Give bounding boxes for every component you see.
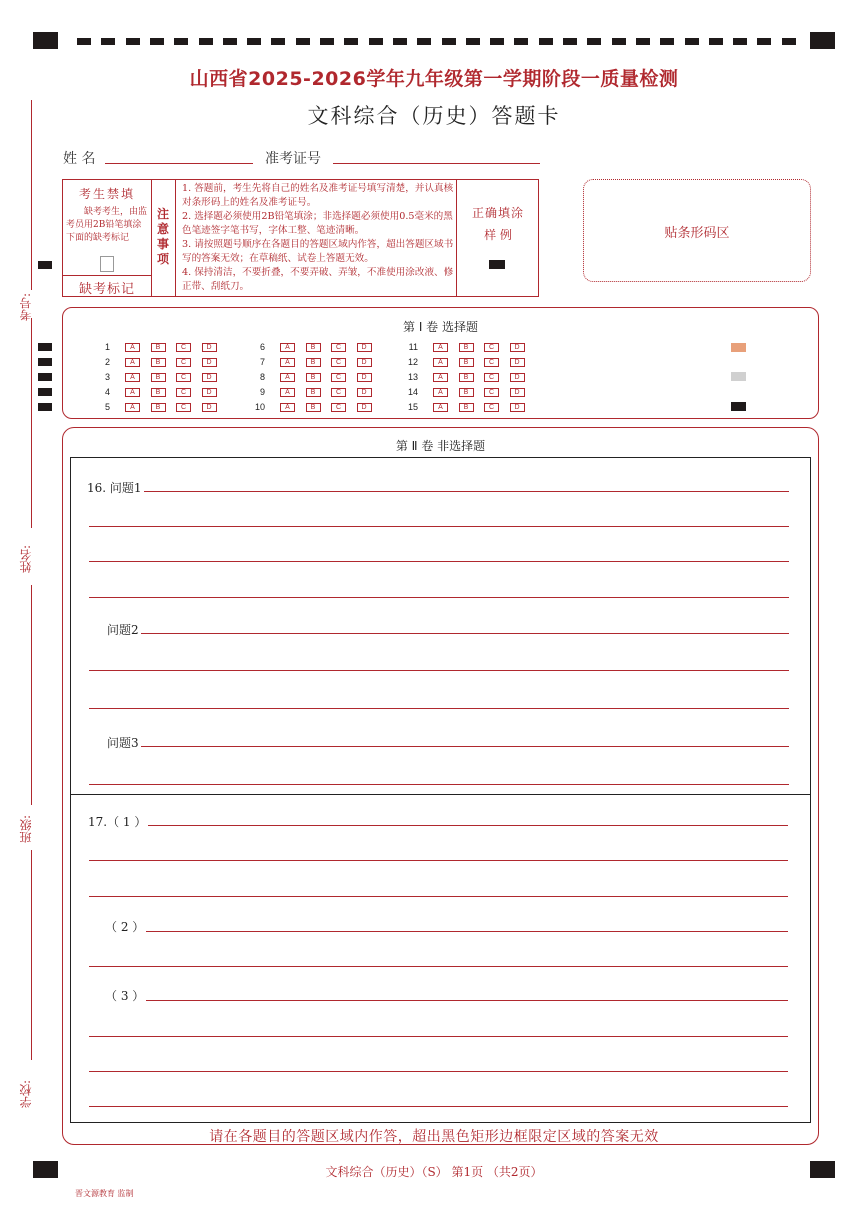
q16-part3-label: 问题3 bbox=[107, 736, 139, 750]
timing-mark bbox=[563, 38, 577, 45]
answer-bubble-3-c[interactable]: C bbox=[176, 373, 191, 382]
answer-line[interactable] bbox=[89, 526, 789, 527]
answer-bubble-11-a[interactable]: A bbox=[433, 343, 448, 352]
correct-sample-label: 正确填涂 bbox=[471, 206, 524, 220]
section2-title: 第 Ⅱ 卷 非选择题 bbox=[395, 439, 486, 453]
answer-bubble-12-c[interactable]: C bbox=[484, 358, 499, 367]
answer-bubble-2-b[interactable]: B bbox=[151, 358, 166, 367]
publisher-credit: 晋文源教育 监制 bbox=[75, 1189, 134, 1198]
question-number: 10 bbox=[254, 402, 265, 412]
answer-bubble-5-a[interactable]: A bbox=[125, 403, 140, 412]
answer-line[interactable] bbox=[140, 633, 789, 634]
answer-bubble-6-a[interactable]: A bbox=[280, 343, 295, 352]
question-number: 3 bbox=[104, 372, 110, 382]
note-item: 2. 选择题必须使用2B铅笔填涂；非选择题必须使用0.5毫米的黑色笔迹签字笔书写，字体工整、笔迹清晰。 bbox=[182, 211, 453, 236]
answer-bubble-12-d[interactable]: D bbox=[510, 358, 525, 367]
timing-mark bbox=[369, 38, 383, 45]
answer-line[interactable] bbox=[130, 931, 788, 932]
side-timing-mark bbox=[38, 388, 52, 396]
question-number: 7 bbox=[259, 357, 265, 367]
answer-bubble-11-d[interactable]: D bbox=[510, 343, 525, 352]
answer-bubble-4-b[interactable]: B bbox=[151, 388, 166, 397]
answer-line[interactable] bbox=[89, 896, 788, 897]
answer-bubble-9-c[interactable]: C bbox=[331, 388, 346, 397]
answer-bubble-6-c[interactable]: C bbox=[331, 343, 346, 352]
answer-bubble-7-d[interactable]: D bbox=[357, 358, 372, 367]
forbidden-cell bbox=[63, 180, 152, 296]
question-number: 4 bbox=[104, 387, 110, 397]
gray-mark bbox=[731, 372, 746, 381]
answer-bubble-15-b[interactable]: B bbox=[459, 403, 474, 412]
question-number: 9 bbox=[259, 387, 265, 397]
side-label-class: 班级: bbox=[19, 815, 33, 844]
answer-bubble-13-b[interactable]: B bbox=[459, 373, 474, 382]
answer-line[interactable] bbox=[89, 860, 788, 861]
section1-title: 第 Ⅰ 卷 选择题 bbox=[403, 320, 478, 334]
answer-bubble-1-b[interactable]: B bbox=[151, 343, 166, 352]
answer-bubble-6-b[interactable]: B bbox=[306, 343, 321, 352]
binding-line bbox=[31, 850, 32, 1060]
answer-line[interactable] bbox=[140, 491, 789, 492]
timing-mark bbox=[271, 38, 285, 45]
timing-mark bbox=[320, 38, 334, 45]
exam-id-label: 准考证号 bbox=[265, 151, 321, 167]
answer-line[interactable] bbox=[89, 1106, 788, 1107]
q16-part2-label: 问题2 bbox=[107, 623, 139, 637]
answer-bubble-5-c[interactable]: C bbox=[176, 403, 191, 412]
timing-mark bbox=[782, 38, 796, 45]
answer-bubble-10-b[interactable]: B bbox=[306, 403, 321, 412]
answer-bubble-15-d[interactable]: D bbox=[510, 403, 525, 412]
timing-mark bbox=[417, 38, 431, 45]
side-timing-mark bbox=[38, 343, 52, 351]
answer-bubble-4-d[interactable]: D bbox=[202, 388, 217, 397]
question-number: 8 bbox=[259, 372, 265, 382]
corner-mark-top-left bbox=[33, 32, 58, 49]
forbidden-title: 考生禁填 bbox=[78, 187, 135, 201]
answer-bubble-5-b[interactable]: B bbox=[151, 403, 166, 412]
answer-bubble-3-a[interactable]: A bbox=[125, 373, 140, 382]
answer-bubble-8-c[interactable]: C bbox=[331, 373, 346, 382]
answer-line[interactable] bbox=[89, 1036, 788, 1037]
question-number: 1 bbox=[104, 342, 110, 352]
name-field[interactable] bbox=[105, 163, 253, 164]
answer-bubble-2-c[interactable]: C bbox=[176, 358, 191, 367]
timing-mark bbox=[490, 38, 504, 45]
note-item: 4. 保持清洁，不要折叠，不要弄破、弄皱，不准使用涂改液、修正带、刮纸刀。 bbox=[182, 267, 454, 292]
q16-label: 16. 问题1 bbox=[87, 481, 142, 495]
exam-id-field[interactable] bbox=[333, 163, 540, 164]
side-label-school: 学校: bbox=[19, 1080, 33, 1109]
forbidden-text: 缺考考生，由监考员用2B铅笔填涂下面的缺考标记 bbox=[66, 207, 148, 243]
timing-mark bbox=[539, 38, 553, 45]
answer-line[interactable] bbox=[89, 561, 789, 562]
side-label-name: 姓名: bbox=[19, 545, 33, 574]
black-mark bbox=[731, 402, 746, 411]
name-label: 姓 名 bbox=[63, 151, 96, 167]
timing-mark bbox=[101, 38, 115, 45]
answer-line[interactable] bbox=[89, 708, 789, 709]
barcode-area bbox=[583, 179, 811, 282]
answer-bubble-8-a[interactable]: A bbox=[280, 373, 295, 382]
absent-mark-label: 缺考标记 bbox=[78, 282, 135, 297]
answer-bubble-15-a[interactable]: A bbox=[433, 403, 448, 412]
question-number: 14 bbox=[407, 387, 418, 397]
absent-checkbox[interactable] bbox=[100, 256, 114, 272]
answer-line[interactable] bbox=[140, 746, 789, 747]
answer-bubble-8-d[interactable]: D bbox=[357, 373, 372, 382]
question-number: 12 bbox=[407, 357, 418, 367]
corner-mark-top-right bbox=[810, 32, 835, 49]
question-number: 5 bbox=[104, 402, 110, 412]
timing-mark bbox=[442, 38, 456, 45]
answer-bubble-14-d[interactable]: D bbox=[510, 388, 525, 397]
side-timing-mark bbox=[38, 358, 52, 366]
question-number: 11 bbox=[408, 342, 418, 352]
answer-line[interactable] bbox=[89, 1071, 788, 1072]
timing-mark bbox=[126, 38, 140, 45]
answer-bubble-14-b[interactable]: B bbox=[459, 388, 474, 397]
answer-bubble-4-c[interactable]: C bbox=[176, 388, 191, 397]
timing-mark bbox=[612, 38, 626, 45]
page-title: 山西省2025-2026学年九年级第一学期阶段一质量检测 bbox=[189, 68, 679, 90]
timing-mark bbox=[199, 38, 213, 45]
answer-bubble-6-d[interactable]: D bbox=[357, 343, 372, 352]
answer-bubble-5-d[interactable]: D bbox=[202, 403, 217, 412]
q17-label: 17.（ 1 ） bbox=[88, 815, 147, 829]
answer-line[interactable] bbox=[130, 1000, 788, 1001]
timing-mark bbox=[223, 38, 237, 45]
side-timing-mark bbox=[38, 261, 52, 269]
page-info: 文科综合（历史）（S） 第1页 （共2页） bbox=[325, 1165, 543, 1179]
note-item: 3. 请按照题号顺序在各题目的答题区域内作答，超出答题区域书写的答案无效；在草稿纸、试卷上答题无效。 bbox=[182, 239, 454, 264]
timing-mark bbox=[77, 38, 91, 45]
correct-sample-label-2: 样 例 bbox=[484, 228, 512, 242]
question-number: 15 bbox=[407, 402, 418, 412]
answer-bubble-10-c[interactable]: C bbox=[331, 403, 346, 412]
timing-mark bbox=[709, 38, 723, 45]
absent-divider bbox=[63, 275, 151, 276]
answer-bubble-1-d[interactable]: D bbox=[202, 343, 217, 352]
timing-mark bbox=[660, 38, 674, 45]
timing-mark bbox=[466, 38, 480, 45]
binding-line bbox=[31, 318, 32, 528]
timing-mark bbox=[150, 38, 164, 45]
timing-mark bbox=[344, 38, 358, 45]
timing-mark bbox=[247, 38, 261, 45]
answer-bubble-9-a[interactable]: A bbox=[280, 388, 295, 397]
answer-bubble-12-b[interactable]: B bbox=[459, 358, 474, 367]
answer-bubble-14-c[interactable]: C bbox=[484, 388, 499, 397]
timing-mark bbox=[296, 38, 310, 45]
binding-line bbox=[31, 585, 32, 805]
side-label-exam-no: 考号: bbox=[19, 293, 33, 322]
answer-bubble-11-b[interactable]: B bbox=[459, 343, 474, 352]
side-timing-mark bbox=[38, 373, 52, 381]
page-subtitle: 文科综合（历史）答题卡 bbox=[307, 104, 561, 128]
answer-bubble-8-b[interactable]: B bbox=[306, 373, 321, 382]
answer-bubble-15-c[interactable]: C bbox=[484, 403, 499, 412]
answer-bubble-13-d[interactable]: D bbox=[510, 373, 525, 382]
correct-sample-mark bbox=[489, 260, 505, 269]
answer-bubble-7-b[interactable]: B bbox=[306, 358, 321, 367]
answer-bubble-11-c[interactable]: C bbox=[484, 343, 499, 352]
timing-mark bbox=[174, 38, 188, 45]
answer-bubble-7-c[interactable]: C bbox=[331, 358, 346, 367]
notice-box bbox=[62, 179, 539, 297]
answer-bubble-1-a[interactable]: A bbox=[125, 343, 140, 352]
answer-bubble-3-d[interactable]: D bbox=[202, 373, 217, 382]
answer-bubble-3-b[interactable]: B bbox=[151, 373, 166, 382]
question-number: 13 bbox=[407, 372, 418, 382]
timing-mark bbox=[514, 38, 528, 45]
barcode-area-label: 贴条形码区 bbox=[664, 226, 730, 241]
answer-bubble-2-d[interactable]: D bbox=[202, 358, 217, 367]
timing-mark bbox=[685, 38, 699, 45]
timing-mark bbox=[733, 38, 747, 45]
answer-bubble-1-c[interactable]: C bbox=[176, 343, 191, 352]
question-number: 2 bbox=[104, 357, 110, 367]
answer-bubble-10-a[interactable]: A bbox=[280, 403, 295, 412]
answer-bubble-13-a[interactable]: A bbox=[433, 373, 448, 382]
answer-bubble-7-a[interactable]: A bbox=[280, 358, 295, 367]
answer-bubble-13-c[interactable]: C bbox=[484, 373, 499, 382]
timing-mark bbox=[636, 38, 650, 45]
answer-bubble-10-d[interactable]: D bbox=[357, 403, 372, 412]
notes-list bbox=[182, 182, 454, 294]
answer-line[interactable] bbox=[89, 597, 789, 598]
answer-divider bbox=[70, 794, 811, 795]
answer-bubble-2-a[interactable]: A bbox=[125, 358, 140, 367]
answer-bubble-14-a[interactable]: A bbox=[433, 388, 448, 397]
q17-part3-label: （ 3 ） bbox=[105, 989, 145, 1003]
invalid-answer-warning: 请在各题目的答题区域内作答，超出黑色矩形边框限定区域的答案无效 bbox=[209, 1129, 659, 1145]
answer-line[interactable] bbox=[89, 670, 789, 671]
orange-mark bbox=[731, 343, 746, 352]
answer-line[interactable] bbox=[89, 784, 789, 785]
q17-part2-label: （ 2 ） bbox=[105, 920, 145, 934]
timing-mark bbox=[757, 38, 771, 45]
answer-bubble-9-b[interactable]: B bbox=[306, 388, 321, 397]
side-timing-mark bbox=[38, 403, 52, 411]
answer-frame bbox=[70, 457, 811, 1123]
timing-mark bbox=[587, 38, 601, 45]
question-number: 6 bbox=[259, 342, 265, 352]
notes-title: 注意事项 bbox=[157, 207, 170, 266]
timing-mark bbox=[393, 38, 407, 45]
answer-line[interactable] bbox=[89, 966, 788, 967]
answer-bubble-9-d[interactable]: D bbox=[357, 388, 372, 397]
notes-cell bbox=[176, 180, 457, 296]
answer-bubble-4-a[interactable]: A bbox=[125, 388, 140, 397]
answer-line[interactable] bbox=[130, 825, 788, 826]
correct-sample-cell bbox=[457, 180, 539, 296]
note-item: 1. 答题前，考生先将自己的姓名及准考证号填写清楚，并认真核对条形码上的姓名及准考证号。 bbox=[182, 183, 454, 208]
notes-title-cell bbox=[152, 180, 176, 296]
answer-bubble-12-a[interactable]: A bbox=[433, 358, 448, 367]
